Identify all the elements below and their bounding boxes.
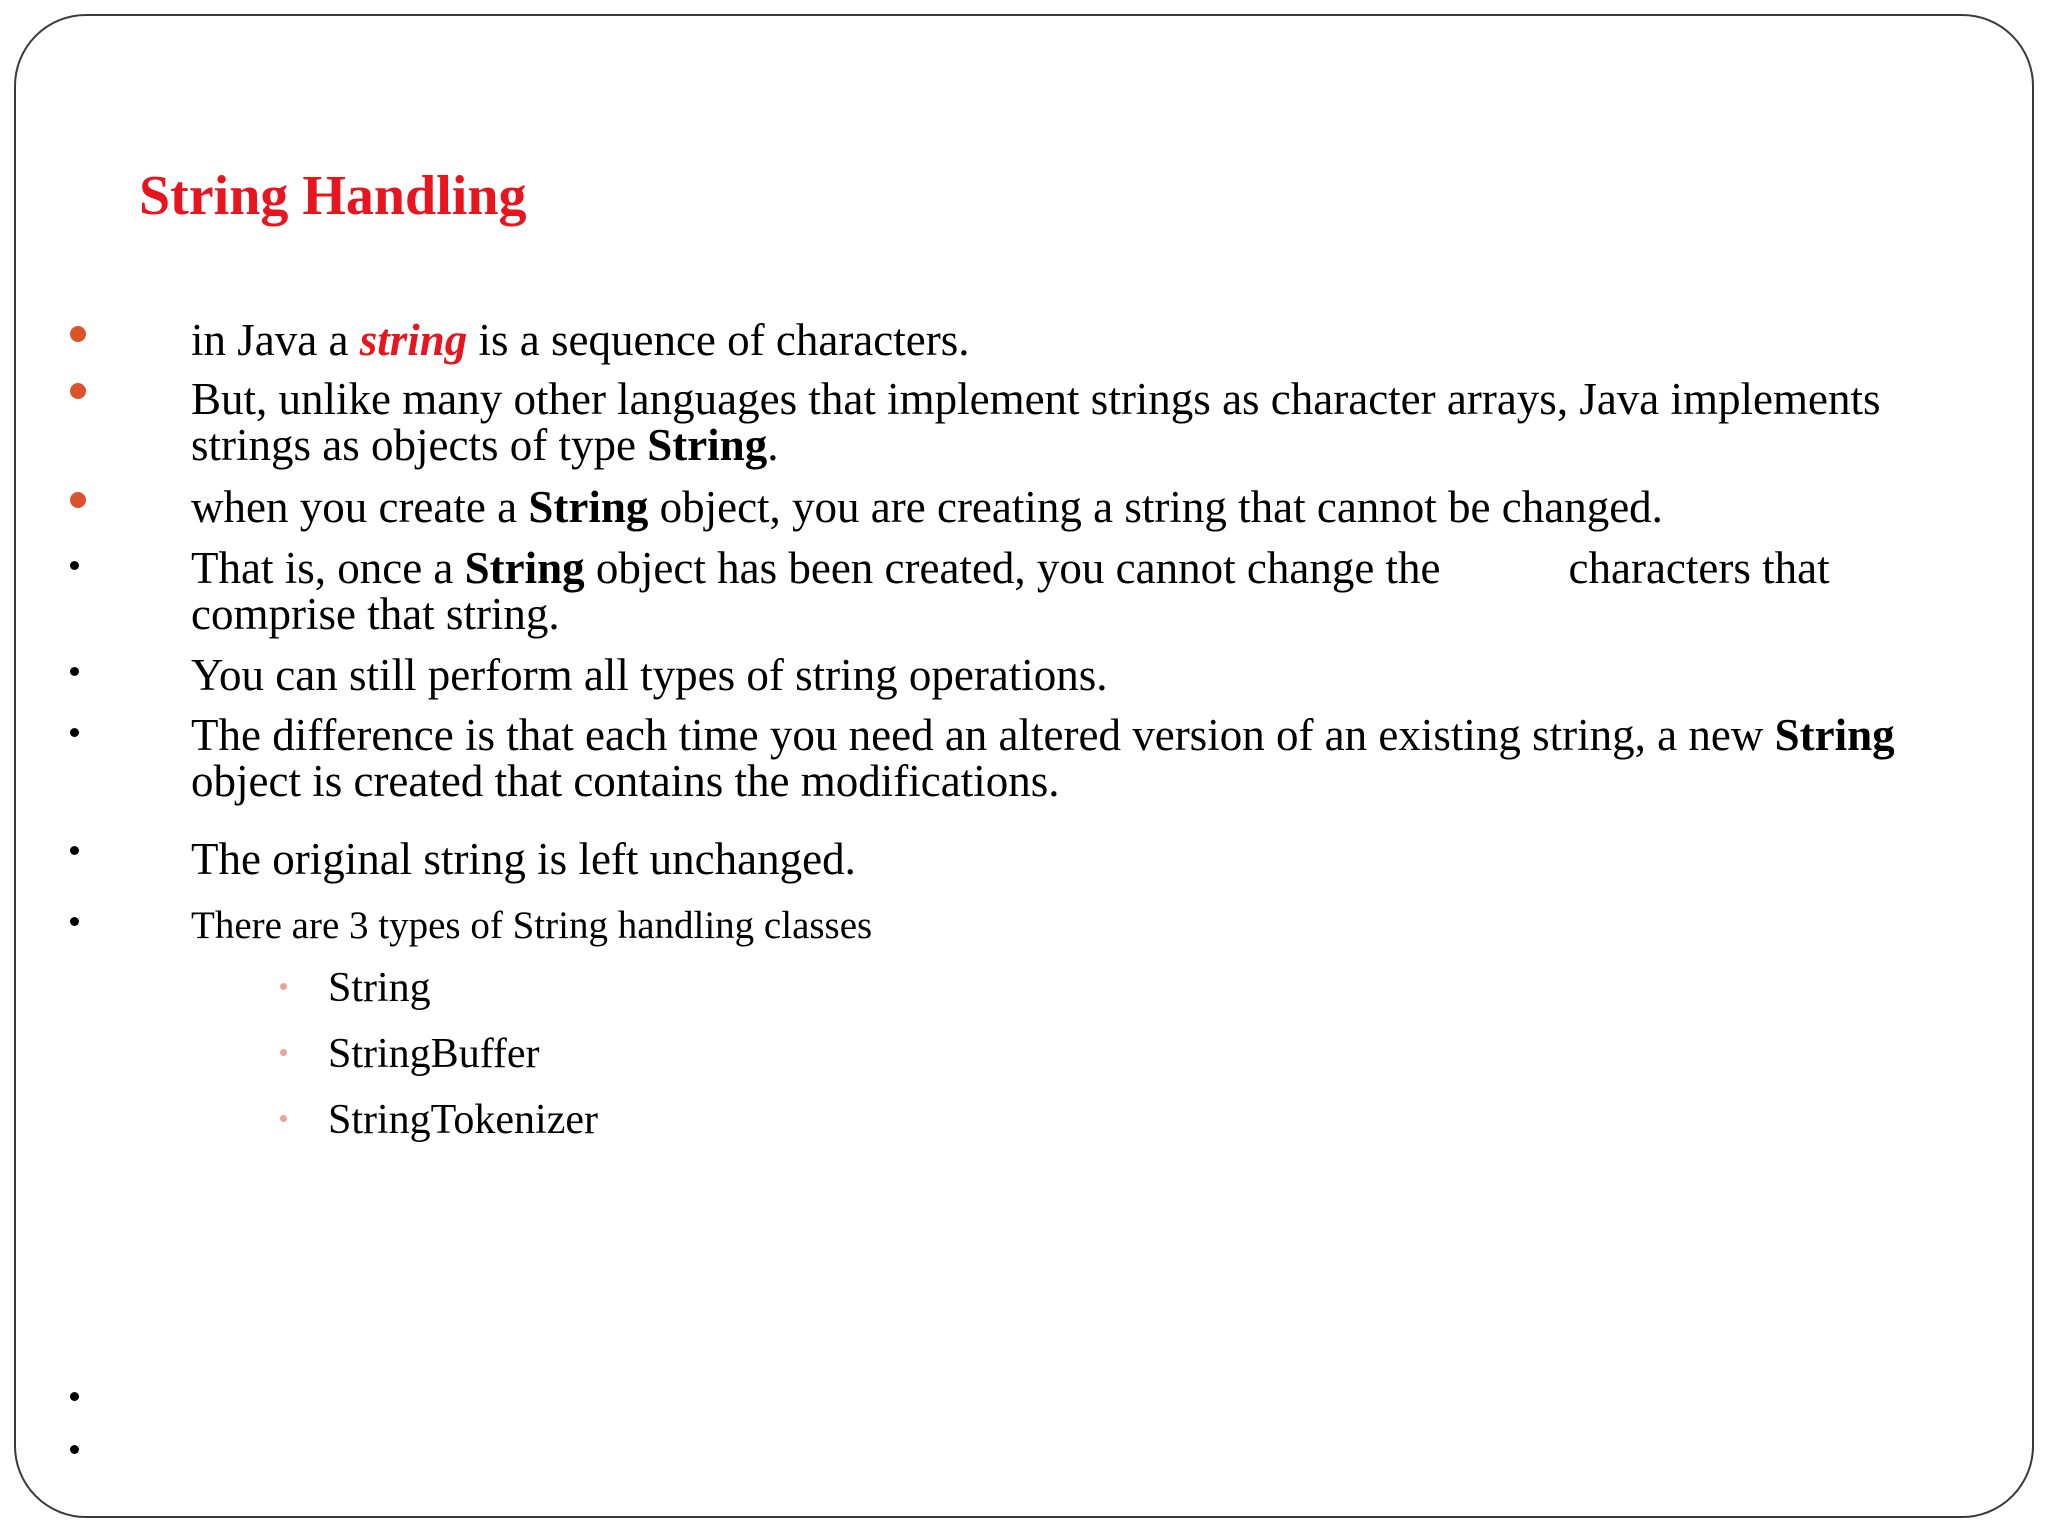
- bullet-dot: [70, 917, 79, 926]
- bullet-dot: [70, 561, 79, 570]
- bullet-text: when you create a String object, you are creating a string that cannot be changed.: [191, 482, 1663, 532]
- bullet-text: There are 3 types of String handling classes: [191, 904, 873, 947]
- bullet-dot: [70, 492, 86, 508]
- slide-title: String Handling: [139, 165, 527, 227]
- bullet-dot: [70, 326, 86, 342]
- sub-item-text: StringTokenizer: [328, 1097, 598, 1143]
- bullet-dot: [70, 383, 86, 399]
- bullet-dot: [70, 728, 79, 737]
- sub-item-text: String: [328, 965, 431, 1011]
- bullet-text: The difference is that each time you need an altered version of an existing string, a new String object is created that contains the modifications.: [191, 710, 1895, 806]
- bullet-dot: [70, 846, 79, 855]
- sub-bullet-dot: [280, 983, 287, 990]
- sub-item-text: StringBuffer: [328, 1031, 540, 1077]
- bullet-text: That is, once a String object has been created, you cannot change the characters that comprise that string.: [191, 543, 1830, 639]
- sub-bullet-dot: [280, 1115, 287, 1122]
- bullet-text: You can still perform all types of string operations.: [191, 650, 1108, 700]
- bullet-dot: [70, 667, 79, 676]
- empty-bullet-dot: [70, 1392, 79, 1401]
- bullet-text: The original string is left unchanged.: [191, 834, 856, 884]
- empty-bullet-dot: [70, 1445, 79, 1454]
- emphasis-string: string: [359, 315, 468, 365]
- bullet-text: in Java a string is a sequence of characters.: [191, 315, 970, 365]
- sub-bullet-dot: [280, 1049, 287, 1056]
- bullet-text: But, unlike many other languages that implement strings as character arrays, Java implements strings as objects of type String.: [191, 374, 1881, 470]
